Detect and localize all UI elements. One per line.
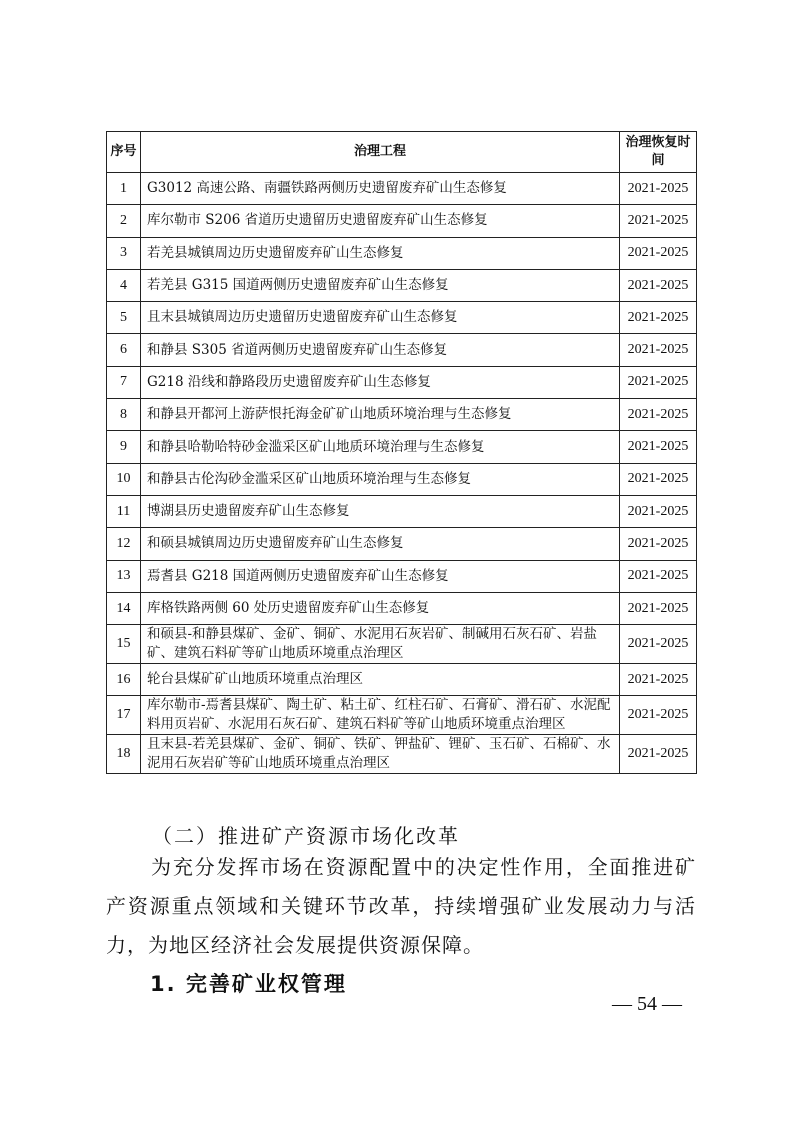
header-seq: 序号 — [107, 132, 141, 173]
row-number: 7 — [107, 366, 141, 398]
row-number: 12 — [107, 528, 141, 560]
table-row — [107, 696, 697, 735]
row-number: 17 — [107, 696, 141, 735]
row-number: 11 — [107, 495, 141, 527]
row-number: 10 — [107, 463, 141, 495]
project-name: 和静县开都河上游萨恨托海金矿矿山地质环境治理与生态修复 — [141, 399, 620, 431]
project-name: 博湖县历史遗留废弃矿山生态修复 — [141, 495, 620, 527]
table-row — [107, 173, 697, 205]
table-row — [107, 205, 697, 237]
restoration-period: 2021-2025 — [620, 302, 697, 334]
project-name: 库尔勒市-焉耆县煤矿、陶土矿、粘土矿、红柱石矿、石膏矿、滑石矿、水泥配料用页岩矿、水泥用石灰石矿、建筑石料矿等矿山地质环境重点治理区 — [141, 696, 620, 735]
page-number: — 54 — — [612, 993, 682, 1015]
project-name: 若羌县 G315 国道两侧历史遗留废弃矿山生态修复 — [141, 269, 620, 301]
table-row — [107, 560, 697, 592]
restoration-period: 2021-2025 — [620, 495, 697, 527]
table-row — [107, 237, 697, 269]
row-number: 14 — [107, 592, 141, 624]
project-name: 且末县城镇周边历史遗留历史遗留废弃矿山生态修复 — [141, 302, 620, 334]
table-row — [107, 463, 697, 495]
restoration-period: 2021-2025 — [620, 625, 697, 664]
restoration-period: 2021-2025 — [620, 696, 697, 735]
project-name: 焉耆县 G218 国道两侧历史遗留废弃矿山生态修复 — [141, 560, 620, 592]
row-number: 15 — [107, 625, 141, 664]
table-row — [107, 528, 697, 560]
project-name: 库格铁路两侧 60 处历史遗留废弃矿山生态修复 — [141, 592, 620, 624]
restoration-period: 2021-2025 — [620, 399, 697, 431]
table-row — [107, 592, 697, 624]
row-number: 9 — [107, 431, 141, 463]
row-number: 2 — [107, 205, 141, 237]
table-row — [107, 664, 697, 696]
table-row — [107, 735, 697, 774]
table-row — [107, 334, 697, 366]
project-name: G3012 高速公路、南疆铁路两侧历史遗留废弃矿山生态修复 — [141, 173, 620, 205]
project-name: 若羌县城镇周边历史遗留废弃矿山生态修复 — [141, 237, 620, 269]
row-number: 13 — [107, 560, 141, 592]
body-paragraph: 为充分发挥市场在资源配置中的决定性作用，全面推进矿产资源重点领域和关键环节改革，持续增强矿业发展动力与活力，为地区经济社会发展提供资源保障。 — [106, 855, 696, 957]
table-row — [107, 302, 697, 334]
header-time — [620, 132, 697, 173]
project-table — [106, 131, 697, 774]
table-header-row — [107, 132, 697, 173]
project-name: 轮台县煤矿矿山地质环境重点治理区 — [141, 664, 620, 696]
project-name: 和静县 S305 省道两侧历史遗留废弃矿山生态修复 — [141, 334, 620, 366]
project-name: 和硕县-和静县煤矿、金矿、铜矿、水泥用石灰岩矿、制碱用石灰石矿、岩盐矿、建筑石料矿等矿山地质环境重点治理区 — [141, 625, 620, 664]
restoration-period: 2021-2025 — [620, 560, 697, 592]
section-heading: 1. 完善矿业权管理 — [150, 972, 347, 996]
restoration-period: 2021-2025 — [620, 431, 697, 463]
row-number: 4 — [107, 269, 141, 301]
header-time-label: 治理恢复时间 — [625, 135, 691, 168]
table-row — [107, 625, 697, 664]
restoration-period: 2021-2025 — [620, 205, 697, 237]
project-name: G218 沿线和静路段历史遗留废弃矿山生态修复 — [141, 366, 620, 398]
restoration-period: 2021-2025 — [620, 173, 697, 205]
table-row — [107, 399, 697, 431]
row-number: 5 — [107, 302, 141, 334]
project-name: 和硕县城镇周边历史遗留废弃矿山生态修复 — [141, 528, 620, 560]
restoration-period: 2021-2025 — [620, 366, 697, 398]
table-row — [107, 431, 697, 463]
project-name: 库尔勒市 S206 省道历史遗留历史遗留废弃矿山生态修复 — [141, 205, 620, 237]
table-row — [107, 269, 697, 301]
row-number: 3 — [107, 237, 141, 269]
restoration-period: 2021-2025 — [620, 592, 697, 624]
row-number: 6 — [107, 334, 141, 366]
restoration-period: 2021-2025 — [620, 463, 697, 495]
restoration-period: 2021-2025 — [620, 528, 697, 560]
restoration-period: 2021-2025 — [620, 269, 697, 301]
row-number: 16 — [107, 664, 141, 696]
restoration-period: 2021-2025 — [620, 237, 697, 269]
restoration-period: 2021-2025 — [620, 334, 697, 366]
project-name: 和静县古伦沟砂金滥采区矿山地质环境治理与生态修复 — [141, 463, 620, 495]
restoration-period: 2021-2025 — [620, 735, 697, 774]
row-number: 18 — [107, 735, 141, 774]
project-name: 和静县哈勒哈特砂金滥采区矿山地质环境治理与生态修复 — [141, 431, 620, 463]
table-row — [107, 495, 697, 527]
section-subheading: （二）推进矿产资源市场化改革 — [152, 824, 460, 848]
table-row — [107, 366, 697, 398]
project-name: 且末县-若羌县煤矿、金矿、铜矿、铁矿、钾盐矿、锂矿、玉石矿、石棉矿、水泥用石灰岩矿等矿山地质环境重点治理区 — [141, 735, 620, 774]
row-number: 1 — [107, 173, 141, 205]
restoration-period: 2021-2025 — [620, 664, 697, 696]
header-project: 治理工程 — [141, 132, 620, 173]
row-number: 8 — [107, 399, 141, 431]
